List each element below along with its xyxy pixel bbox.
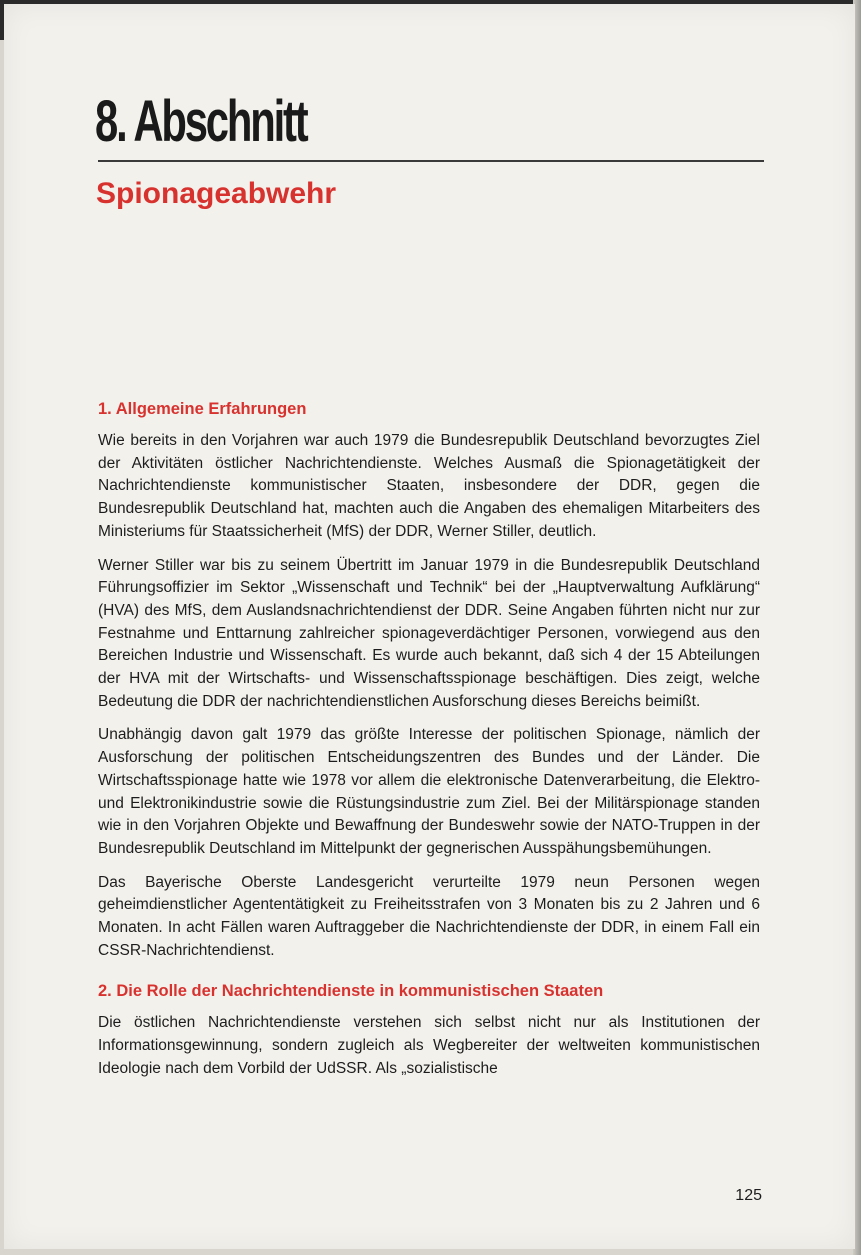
section-heading-1: 1. Allgemeine Erfahrungen bbox=[98, 400, 307, 418]
paragraph-1-3: Unabhängig davon galt 1979 das größte Interesse der politischen Spionage, nämlich der Ausforschung der politischen Entscheidungszentren des Bundes und der Länder. Die Wirtschaftsspionage hatte wie 1978 vor allem die elektronische Datenverarbeitung, die Elektro- und Elektronikindustrie sowie die Rüstungsindustrie zum Ziel. Bei der Militärspionage standen wie in den Vorjahren Objekte und Bewaffnung der Bundeswehr sowie der NATO-Truppen in der Bundesrepublik Deutschland im Mittelpunkt der gegnerischen Ausspähungsbemühungen. bbox=[98, 726, 760, 857]
title-rule bbox=[98, 160, 764, 162]
body-content bbox=[98, 398, 760, 1092]
section-heading-2: 2. Die Rolle der Nachrichtendienste in kommunistischen Staaten bbox=[98, 982, 604, 1001]
paragraph-2-1: Die östlichen Nachrichtendienste verstehen sich selbst nicht nur als Institutionen der Informationsgewinnung, sondern zugleich als Wegbereiter der weltweiten kommunistischen Ideologie nach dem Vorbild der UdSSR. Als „sozialistische bbox=[98, 1014, 760, 1077]
page-number: 125 bbox=[735, 1187, 762, 1204]
section-title: 8. Abschnitt bbox=[95, 89, 307, 154]
document-page bbox=[4, 4, 855, 1249]
paragraph-1-2: Werner Stiller war bis zu seinem Übertritt im Januar 1979 in die Bundesrepublik Deutschland Führungsoffizier im Sektor „Wissenschaft und Technik“ bei der „Hauptverwaltung Aufklärung“ (HVA) des MfS, dem Auslandsnachrichtendienst der DDR. Seine Angaben führten nicht nur zur Festnahme und Enttarnung zahlreicher spionageverdächtiger Personen, vorwiegend aus den Bereichen Industrie und Wissenschaft. Es wurde auch bekannt, daß sich 4 der 15 Abteilungen der HVA mit der Wirtschafts- und Wissenschaftsspionage beschäftigen. Dies zeigt, welche Bedeutung die DDR der nachrichtendienstlichen Ausforschung dieses Bereichs beimißt. bbox=[98, 556, 760, 710]
paragraph-1-1: Wie bereits in den Vorjahren war auch 1979 die Bundesrepublik Deutschland bevorzugtes Ziel der Aktivitäten östlicher Nachrichtendienste. Welches Ausmaß die Spionagetätigkeit der Nachrichtendienste kommunistischer Staaten, insbesondere der DDR, gegen die Bundesrepublik Deutschland hat, machten auch die Angaben des ehemaligen Mitarbeiters des Ministeriums für Staatssicherheit (MfS) der DDR, Werner Stiller, deutlich. bbox=[98, 432, 760, 540]
chapter-subtitle: Spionageabwehr bbox=[96, 177, 337, 210]
paragraph-1-4: Das Bayerische Oberste Landesgericht verurteilte 1979 neun Personen wegen geheimdienstlicher Agententätigkeit zu Freiheitsstrafen von 3 Monaten bis zu 2 Jahren und 6 Monaten. In acht Fällen waren Auftraggeber die Nachrichtendienste der DDR, in einem Fall ein CSSR-Nachrichtendienst. bbox=[98, 873, 760, 959]
